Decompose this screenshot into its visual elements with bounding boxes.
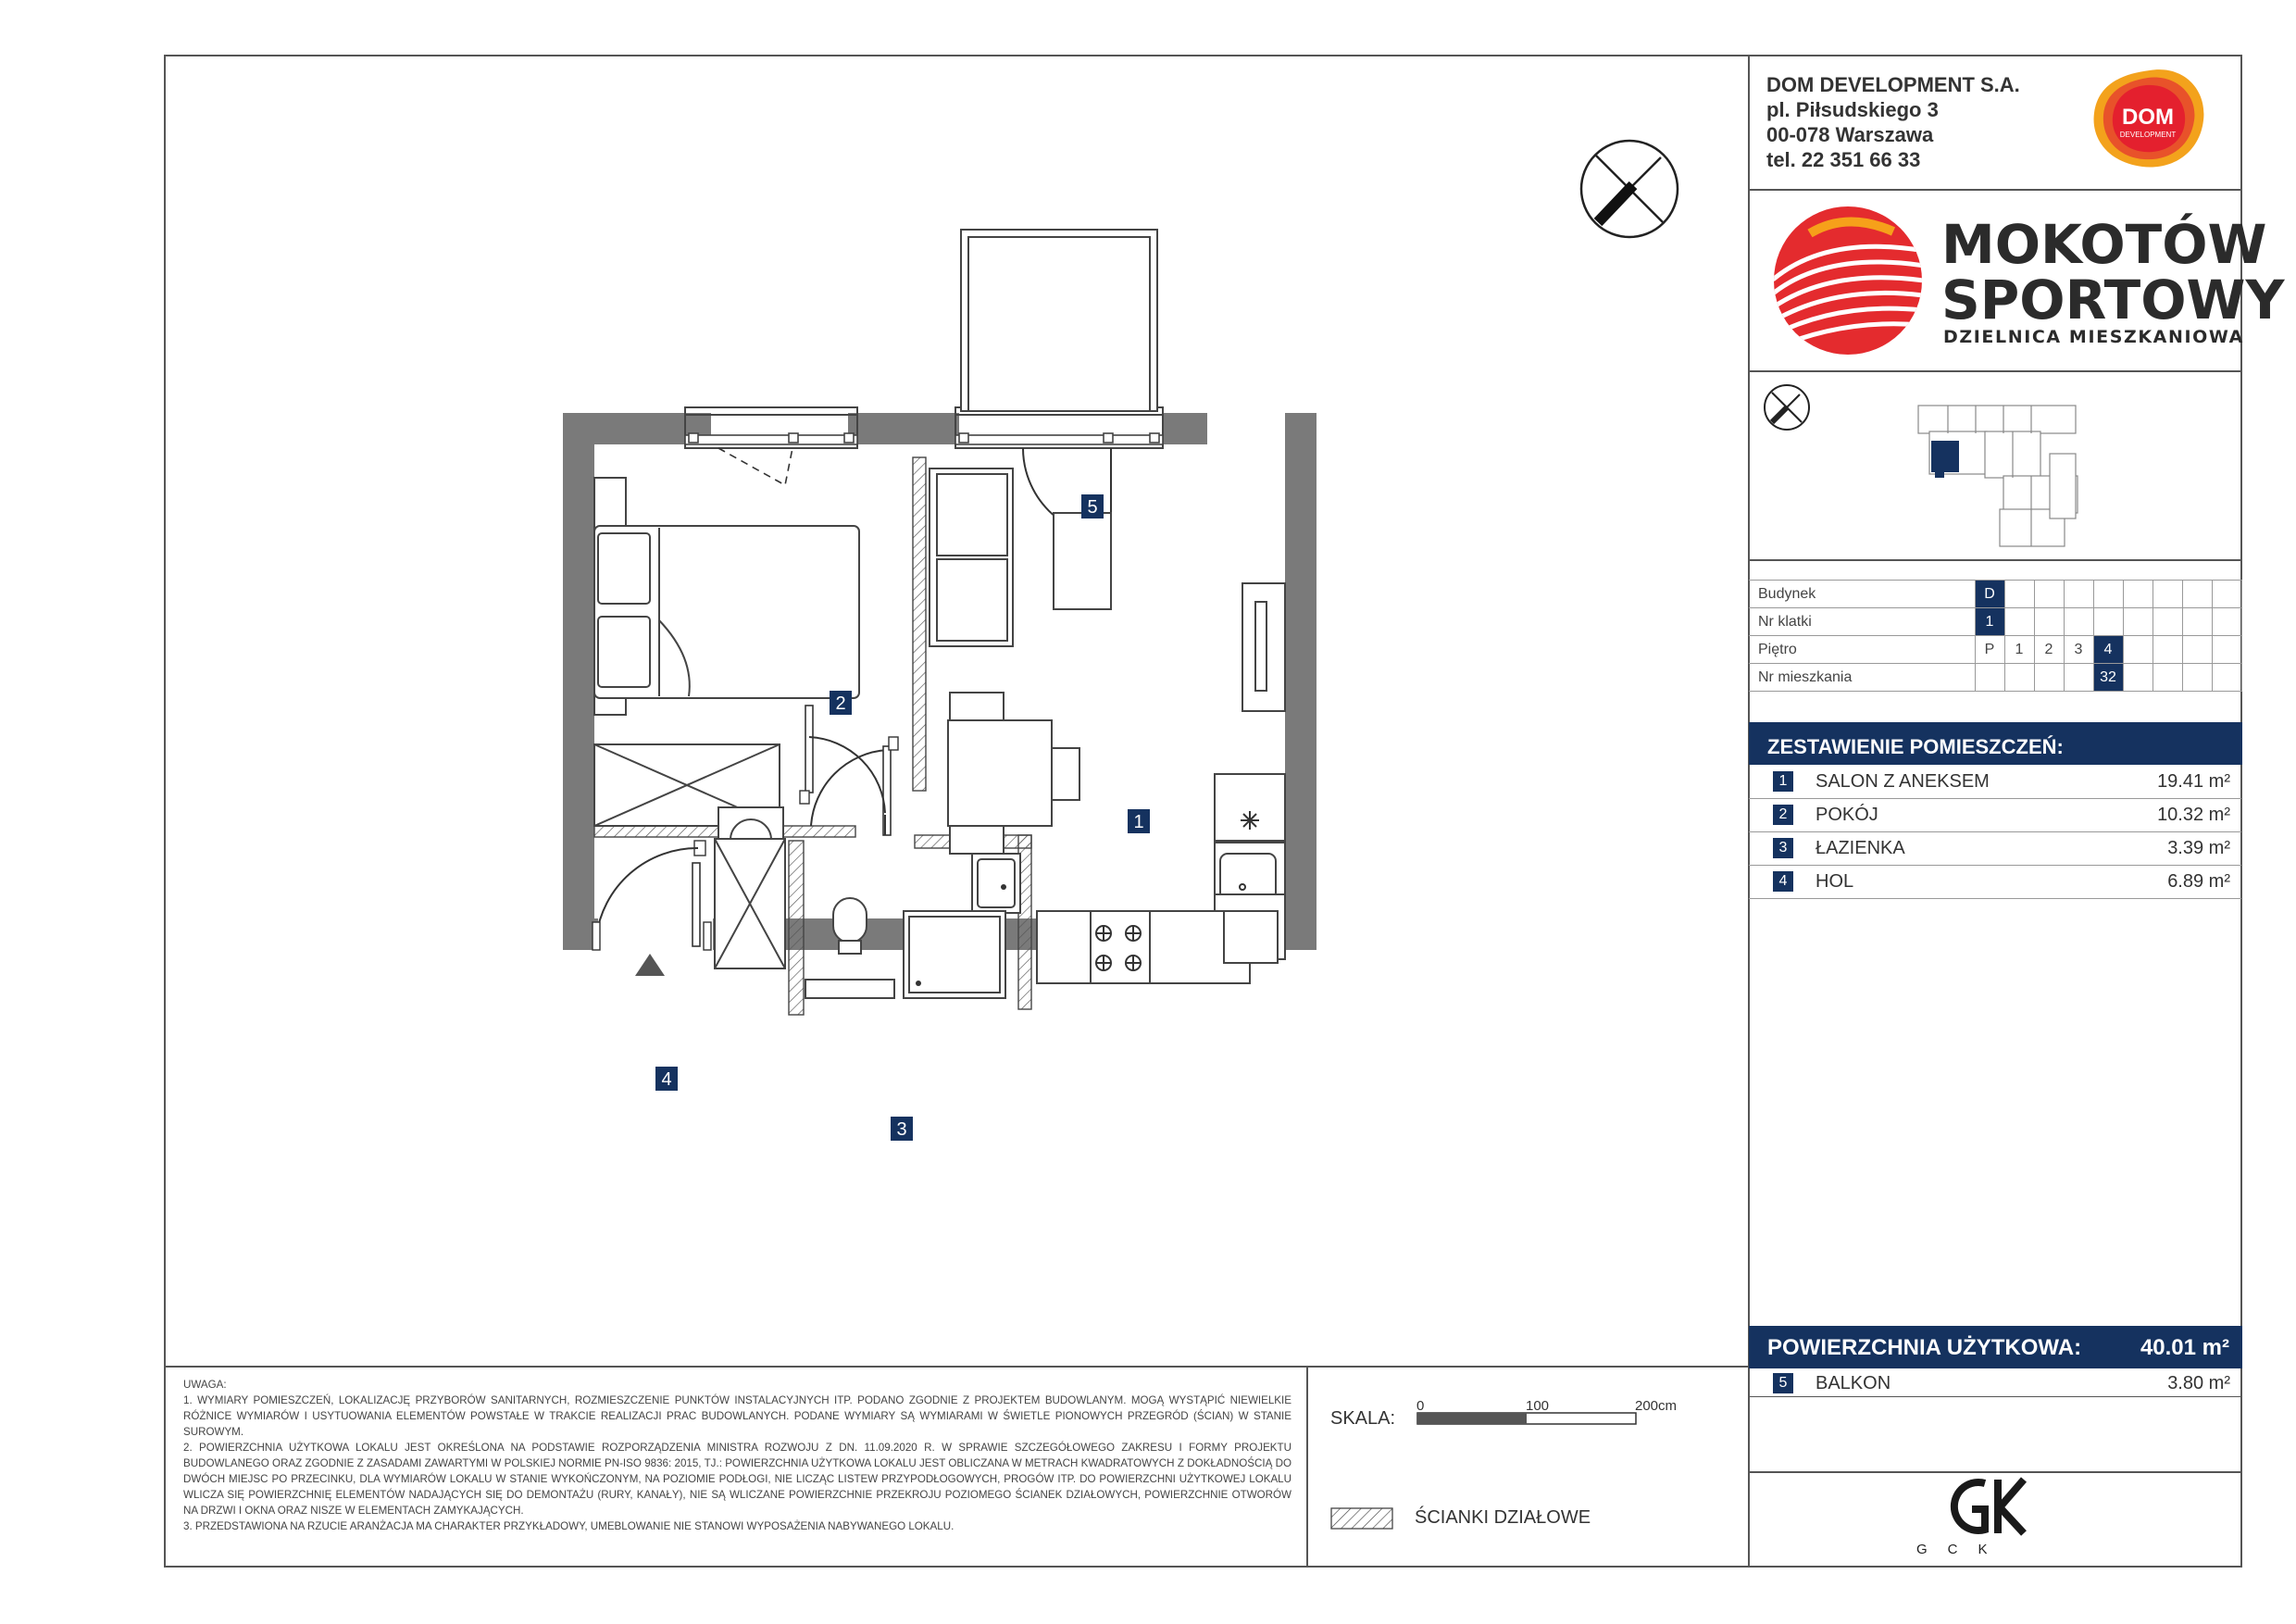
- room-number: 1: [1773, 771, 1793, 792]
- room-area: 6.89 m²: [2167, 871, 2230, 892]
- sidebar-line-1: [1749, 189, 2242, 191]
- scale-tick-0: 0: [1416, 1398, 1425, 1414]
- north-compass-icon: [1578, 137, 1681, 241]
- location-row-label: Nr mieszkania: [1749, 664, 1975, 692]
- plan-room-label: 2: [835, 693, 846, 714]
- room-number: 3: [1773, 838, 1793, 858]
- plan-room-label: 3: [896, 1119, 907, 1140]
- sidebar-line-3: [1749, 559, 2242, 561]
- location-cell: [2004, 664, 2034, 692]
- location-cell: [2004, 581, 2034, 608]
- location-cell: 4: [2093, 636, 2123, 664]
- key-plan: [1911, 398, 2087, 556]
- room-row: [1749, 798, 2241, 832]
- location-cell: [2123, 636, 2152, 664]
- location-cell: [2034, 608, 2064, 636]
- location-cell: [2123, 664, 2152, 692]
- sidebar-line-5: [1749, 1471, 2242, 1473]
- note-item: 3. PRZEDSTAWIONA NA RZUCIE ARANŻACJA MA CHARAKTER PRZYKŁADOWY, UMEBLOWANIE NIE STANOWI WYPOSAŻENIA NABYWANEGO LOKALU.: [183, 1520, 955, 1532]
- room-area: 3.39 m²: [2167, 838, 2230, 858]
- small-compass-icon: [1763, 383, 1811, 431]
- usable-area-bar: [1749, 1326, 2242, 1368]
- location-cell: [2064, 664, 2093, 692]
- location-row: [1749, 581, 2241, 608]
- room-number: 4: [1773, 871, 1793, 892]
- room-name: POKÓJ: [1816, 805, 1878, 825]
- dom-development-logo: [2085, 63, 2211, 174]
- location-cell: [2123, 608, 2152, 636]
- balcony-number: 5: [1773, 1373, 1793, 1393]
- room-name: SALON Z ANEKSEM: [1816, 771, 1990, 792]
- gck-logo: [1944, 1476, 2028, 1537]
- scale-divider: [1306, 1367, 1308, 1568]
- scale-bar: [1416, 1411, 1639, 1430]
- dom-logo-text: DOM: [2122, 105, 2174, 130]
- dom-logo-subtext: DEVELOPMENT: [2119, 131, 2177, 139]
- company-city: 00-078 Warszawa: [1766, 123, 1934, 146]
- scale-tick-200: 200cm: [1635, 1398, 1678, 1414]
- location-row: [1749, 608, 2241, 636]
- location-cell: P: [1975, 636, 2004, 664]
- location-cell: [2152, 581, 2182, 608]
- company-street: pl. Piłsudskiego 3: [1766, 98, 1939, 121]
- mokotow-sportowy-logo: [1773, 206, 2285, 358]
- location-cell: 2: [2034, 636, 2064, 664]
- location-cell: [2093, 608, 2123, 636]
- location-cell: [2152, 608, 2182, 636]
- location-cell: 3: [2064, 636, 2093, 664]
- notes-block: [183, 1377, 1292, 1534]
- company-name: DOM DEVELOPMENT S.A.: [1766, 73, 2020, 96]
- room-row: [1749, 831, 2241, 866]
- room-number: 2: [1773, 805, 1793, 825]
- location-cell: [2212, 608, 2241, 636]
- location-cell: [2152, 636, 2182, 664]
- scale-label: SKALA:: [1330, 1408, 1396, 1429]
- company-phone: tel. 22 351 66 33: [1766, 148, 1921, 171]
- scale-tick-100: 100: [1526, 1398, 1550, 1414]
- location-cell: [2123, 581, 2152, 608]
- room-row: [1749, 765, 2241, 799]
- room-name: ŁAZIENKA: [1816, 838, 1905, 858]
- usable-area-label: POWIERZCHNIA UŻYTKOWA:: [1767, 1335, 2082, 1360]
- note-item: 1. WYMIARY POMIESZCZEŃ, LOKALIZACJĘ PRZYBORÓW SANITARNYCH, ROZMIESZCZENIE PUNKTÓW INSTALACYJNYCH ITP. PODANO ZGODNIE Z PROJEKTEM BUDOWLANYM. MOGĄ WYSTĄPIĆ NIEWIELKIE RÓŻNICE WYMIARÓW I USYTUOWANIA ELEMENTÓW POWSTAŁE W TRAKCIE REALIZACJI PRAC BUDOWLANYCH. PODANE WYMIARY SĄ WYMIARAMI W ŚWIETLE PIONOWYCH PRZEGRÓD (ŚCIAN) W STANIE SUROWYM.: [183, 1394, 1292, 1438]
- plan-room-label: 5: [1087, 497, 1098, 518]
- location-cell: [2004, 608, 2034, 636]
- plan-room-label: 4: [661, 1069, 672, 1090]
- gck-letters: GCK: [1916, 1542, 2008, 1557]
- location-cell: [2212, 581, 2241, 608]
- location-cell: [2212, 636, 2241, 664]
- location-cell: [2182, 581, 2212, 608]
- location-cell: [1975, 664, 2004, 692]
- room-name: HOL: [1816, 871, 1854, 892]
- room-area: 10.32 m²: [2157, 805, 2230, 825]
- plan-room-label: 1: [1133, 812, 1144, 832]
- location-cell: [2182, 636, 2212, 664]
- location-cell: D: [1975, 581, 2004, 608]
- location-cell: [2034, 664, 2064, 692]
- usable-area-value: 40.01 m²: [2140, 1335, 2229, 1360]
- location-row-label: Nr klatki: [1749, 608, 1975, 636]
- notes-divider: [164, 1366, 1749, 1368]
- balcony-row: [1749, 1369, 2241, 1397]
- project-title-line2: SPORTOWY: [1941, 269, 2285, 331]
- location-cell: [2182, 664, 2212, 692]
- location-row-label: Budynek: [1749, 581, 1975, 608]
- location-table: [1749, 580, 2242, 692]
- location-cell: 32: [2093, 664, 2123, 692]
- location-row: [1749, 664, 2241, 692]
- project-title-line1: MOKOTÓW: [1941, 213, 2267, 276]
- location-cell: 1: [2004, 636, 2034, 664]
- location-row: [1749, 636, 2241, 664]
- location-row-label: Piętro: [1749, 636, 1975, 664]
- location-cell: [2182, 608, 2212, 636]
- sidebar-line-2: [1749, 370, 2242, 372]
- room-row: [1749, 865, 2241, 899]
- project-subtitle: DZIELNICA MIESZKANIOWA: [1943, 327, 2244, 347]
- location-cell: [2212, 664, 2241, 692]
- note-item: 2. POWIERZCHNIA UŻYTKOWA LOKALU JEST OKREŚLONA NA PODSTAWIE ROZPORZĄDZENIA MINISTRA ROZWOJU Z DN. 11.09.2020 R. W SPRAWIE SZCZEGÓŁOWEGO ZAKRESU I FORMY PROJEKTU BUDOWLANEGO ORAZ ZGODNIE Z ZASADAMI ZAWARTYMI W POLSKIEJ NORMIE PN-ISO 9836: 2015, TJ.: POWIERZCHNIA UŻYTKOWA LOKALU JEST OBLICZANA W METRACH KWADRATOWYCH Z DOKŁADNOŚCIĄ DO DWÓCH MIEJSC PO PRZECINKU, DLA WYMIARÓW LOKALU W STANIE WYKOŃCZONYM, NA POZIOMIE PODŁOGI, NIE LICZĄC LISTEW PRZYPODŁOGOWYCH, PROGÓW ITP. DO POWIERZCHNI UŻYTKOWEJ LOKALU WLICZA SIĘ POWIERZCHNIĘ ELEMENTÓW NADAJĄCYCH SIĘ DO DEMONTAŻU (RURY, KANAŁY), NIE SĄ WLICZANE POWIERZCHNIE PRZEKROJU POZIOMEGO ŚCIANEK DZIAŁOWYCH, POWIERZCHNIE OTWORÓW NA DRZWI I OKNA ORAZ NISZE W ELEMENTACH ZAMYKAJĄCYCH.: [183, 1442, 1292, 1517]
- location-cell: [2064, 608, 2093, 636]
- rooms-header: ZESTAWIENIE POMIESZCZEŃ:: [1749, 722, 2242, 765]
- balcony-area: 3.80 m²: [2167, 1373, 2230, 1393]
- partition-wall-legend-label: ŚCIANKI DZIAŁOWE: [1415, 1507, 1591, 1528]
- location-cell: 1: [1975, 608, 2004, 636]
- balcony-name: BALKON: [1816, 1373, 1891, 1393]
- location-cell: [2064, 581, 2093, 608]
- company-info: [1766, 72, 2020, 172]
- room-area: 19.41 m²: [2157, 771, 2230, 792]
- floor-plan: [537, 222, 1370, 1259]
- location-cell: [2093, 581, 2123, 608]
- partition-wall-legend-swatch: [1330, 1507, 1395, 1531]
- location-cell: [2034, 581, 2064, 608]
- location-cell: [2152, 664, 2182, 692]
- notes-title: UWAGA:: [183, 1379, 227, 1391]
